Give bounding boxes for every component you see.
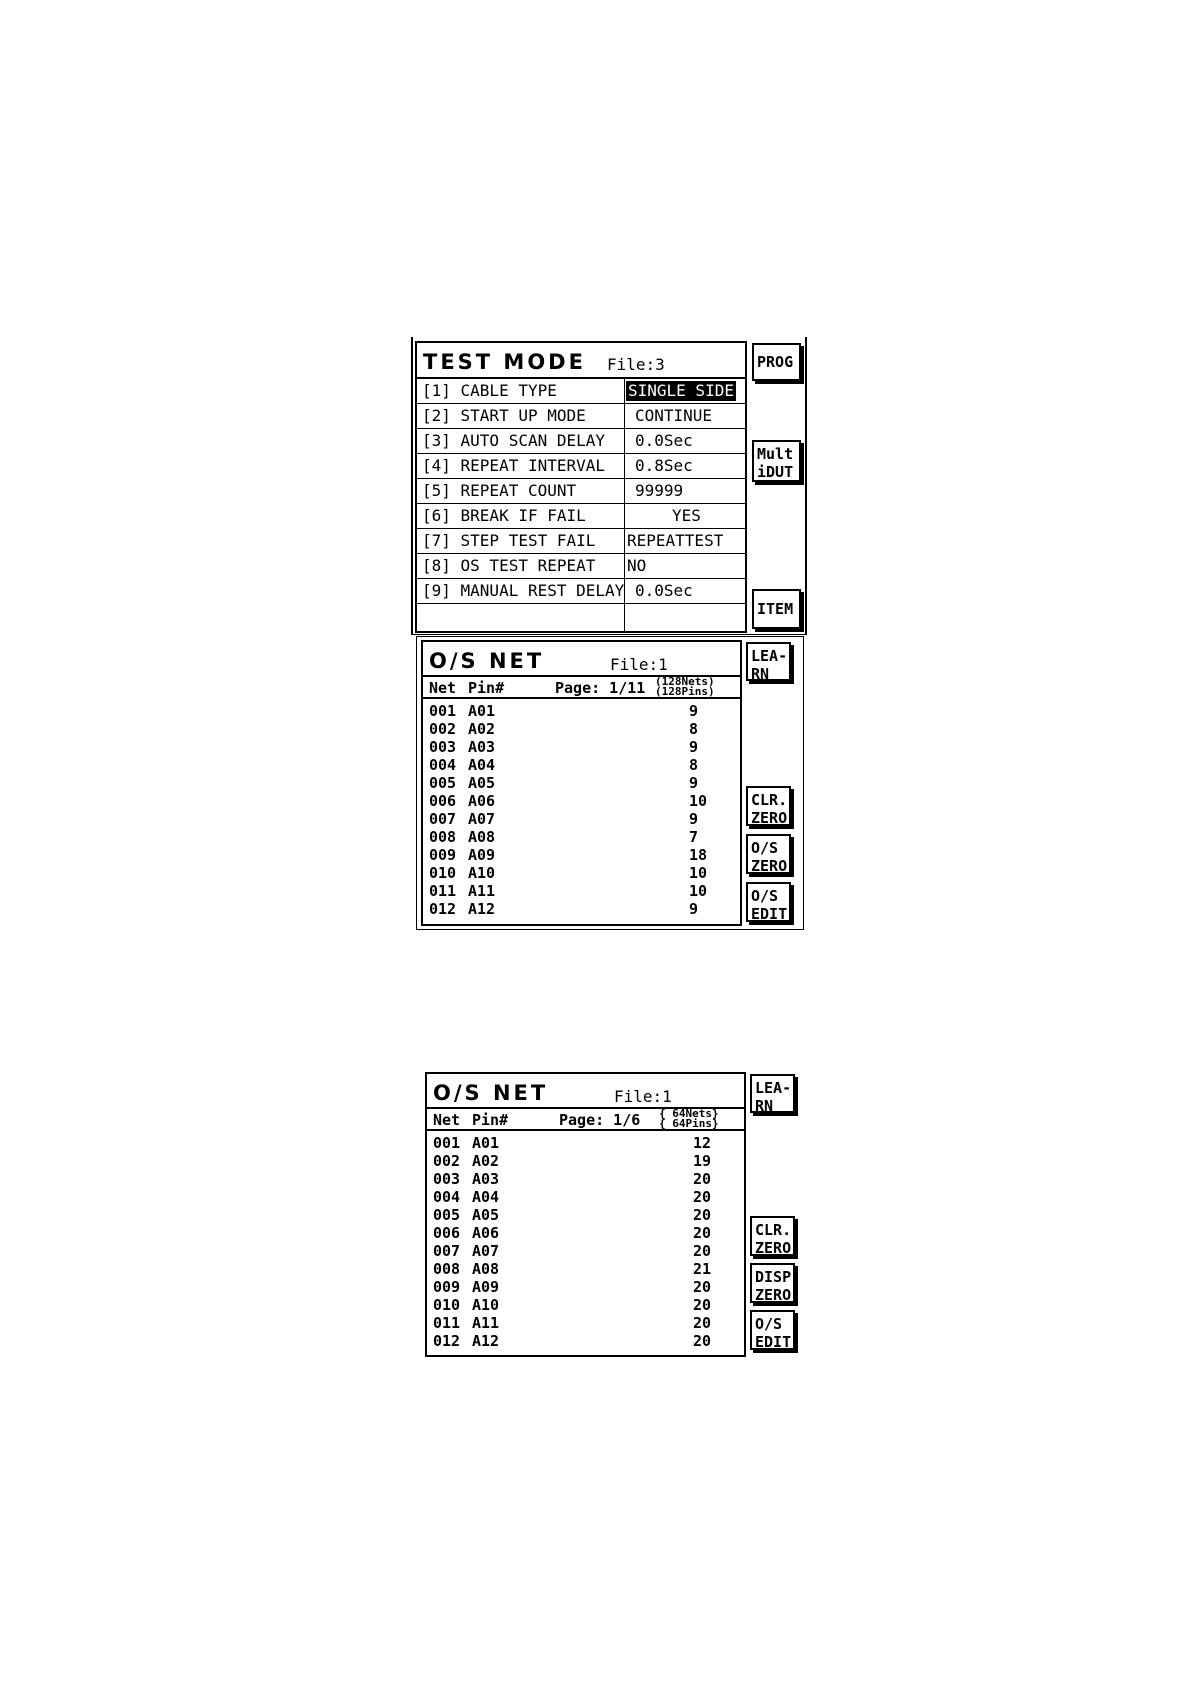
net-number: 008 — [429, 828, 457, 846]
prog-button[interactable]: PROG — [752, 343, 801, 381]
pin-id: A01 — [472, 1134, 500, 1152]
net-number: 009 — [433, 1278, 461, 1296]
table-row[interactable] — [429, 882, 729, 900]
pin-id: A10 — [468, 864, 496, 882]
net-number: 011 — [429, 882, 457, 900]
pin-id: A02 — [468, 720, 496, 738]
pin-id: A11 — [468, 882, 496, 900]
pin-count-value: 20 — [693, 1188, 712, 1206]
pin-id: A03 — [468, 738, 496, 756]
table-row[interactable] — [433, 1152, 733, 1170]
net-number: 003 — [433, 1170, 461, 1188]
table-row[interactable] — [429, 810, 729, 828]
test-mode-panel — [415, 341, 747, 633]
pin-count-value: 10 — [689, 882, 708, 900]
test-mode-title: TEST MODE — [423, 350, 586, 374]
os-edit-button-2[interactable]: O/S EDIT — [750, 1310, 795, 1350]
pin-id: A08 — [472, 1260, 500, 1278]
pin-count-value: 20 — [693, 1296, 712, 1314]
test-mode-header — [417, 343, 745, 379]
pin-col-header: Pin# — [468, 679, 505, 697]
setting-label: [6] BREAK IF FAIL — [422, 506, 586, 525]
pin-id: A06 — [472, 1224, 500, 1242]
pins-count: (128Pins) — [655, 685, 715, 698]
setting-label: [2] START UP MODE — [422, 406, 586, 425]
table-row[interactable] — [433, 1134, 733, 1152]
table-row[interactable] — [433, 1332, 733, 1350]
test-mode-row[interactable] — [417, 429, 745, 454]
net-number: 006 — [429, 792, 457, 810]
table-row[interactable] — [433, 1170, 733, 1188]
pin-count-value: 21 — [693, 1260, 712, 1278]
pin-id: A01 — [468, 702, 496, 720]
table-row[interactable] — [433, 1206, 733, 1224]
table-row[interactable] — [429, 828, 729, 846]
net-number: 001 — [429, 702, 457, 720]
net-number: 012 — [429, 900, 457, 918]
os-net-colhead-1 — [423, 677, 740, 699]
item-button[interactable]: ITEM — [752, 589, 801, 629]
net-number: 010 — [433, 1296, 461, 1314]
os-net-panel-1 — [421, 640, 742, 926]
pin-id: A09 — [472, 1278, 500, 1296]
pin-id: A05 — [468, 774, 496, 792]
net-number: 002 — [429, 720, 457, 738]
os-net-header-2 — [427, 1074, 744, 1109]
pin-count-value: 20 — [693, 1206, 712, 1224]
os-net-file-1: File:1 — [610, 655, 668, 674]
table-row[interactable] — [433, 1296, 733, 1314]
value-column-divider — [624, 379, 625, 631]
pin-id: A06 — [468, 792, 496, 810]
pin-id: A09 — [468, 846, 496, 864]
page-indicator: Page: 1/6 — [559, 1111, 641, 1129]
setting-label: [8] OS TEST REPEAT — [422, 556, 596, 575]
pin-count-value: 8 — [689, 720, 699, 738]
pin-count-value: 19 — [693, 1152, 712, 1170]
setting-label: [9] MANUAL REST DELAY — [422, 581, 625, 600]
setting-value[interactable]: NO — [627, 556, 647, 575]
setting-label: [5] REPEAT COUNT — [422, 481, 577, 500]
pin-id: A02 — [472, 1152, 500, 1170]
test-mode-row[interactable] — [417, 379, 745, 404]
pins-count: { 64Pins} — [659, 1117, 719, 1130]
pin-id: A12 — [472, 1332, 500, 1350]
pin-id: A08 — [468, 828, 496, 846]
disp-zero-button[interactable]: DISP ZERO — [750, 1263, 795, 1303]
learn-button-1[interactable]: LEA- RN — [746, 642, 791, 681]
net-number: 001 — [433, 1134, 461, 1152]
os-zero-button[interactable]: O/S ZERO — [746, 834, 791, 874]
net-number: 004 — [433, 1188, 461, 1206]
net-col-header: Net — [433, 1111, 461, 1129]
net-number: 012 — [433, 1332, 461, 1350]
count-stack — [655, 677, 715, 697]
net-col-header: Net — [429, 679, 457, 697]
setting-value[interactable]: 0.8Sec — [635, 456, 693, 475]
setting-value[interactable]: 0.0Sec — [635, 581, 693, 600]
os-net-title-2: O/S NET — [433, 1081, 549, 1105]
table-row[interactable] — [429, 702, 729, 720]
setting-label: [7] STEP TEST FAIL — [422, 531, 596, 550]
test-mode-row[interactable] — [417, 479, 745, 504]
pin-count-value: 8 — [689, 756, 699, 774]
table-row[interactable] — [429, 792, 729, 810]
net-number: 011 — [433, 1314, 461, 1332]
pin-count-value: 20 — [693, 1224, 712, 1242]
setting-value[interactable]: SINGLE SIDE — [628, 381, 734, 400]
table-row[interactable] — [429, 900, 729, 918]
net-number: 006 — [433, 1224, 461, 1242]
pin-count-value: 9 — [689, 810, 699, 828]
os-net-title-1: O/S NET — [429, 649, 545, 673]
table-row[interactable] — [433, 1224, 733, 1242]
table-row[interactable] — [433, 1314, 733, 1332]
count-stack — [659, 1109, 719, 1129]
pin-count-value: 20 — [693, 1314, 712, 1332]
pin-id: A12 — [468, 900, 496, 918]
test-mode-row[interactable] — [417, 554, 745, 579]
table-row[interactable] — [433, 1278, 733, 1296]
pin-id: A05 — [472, 1206, 500, 1224]
table-row[interactable] — [429, 774, 729, 792]
test-mode-row[interactable] — [417, 404, 745, 429]
test-mode-file: File:3 — [607, 355, 665, 374]
nets-count: { 64Nets} — [659, 1107, 719, 1120]
net-number: 005 — [433, 1206, 461, 1224]
setting-value[interactable]: CONTINUE — [635, 406, 713, 425]
os-edit-button-1[interactable]: O/S EDIT — [746, 882, 791, 922]
test-mode-row[interactable] — [417, 504, 745, 529]
learn-button-2[interactable]: LEA- RN — [750, 1074, 795, 1113]
pin-count-value: 10 — [689, 864, 708, 882]
pin-count-value: 20 — [693, 1242, 712, 1260]
multi-dut-button[interactable]: Mult iDUT — [752, 440, 801, 482]
nets-count: (128Nets) — [655, 675, 715, 688]
pin-count-value: 12 — [693, 1134, 712, 1152]
net-number: 002 — [433, 1152, 461, 1170]
pin-id: A04 — [468, 756, 496, 774]
pin-id: A04 — [472, 1188, 500, 1206]
test-mode-row[interactable] — [417, 579, 745, 604]
pin-id: A03 — [472, 1170, 500, 1188]
table-row[interactable] — [429, 756, 729, 774]
pin-count-value: 9 — [689, 774, 699, 792]
net-number: 007 — [429, 810, 457, 828]
pin-count-value: 10 — [689, 792, 708, 810]
net-number: 010 — [429, 864, 457, 882]
pin-col-header: Pin# — [472, 1111, 509, 1129]
table-row[interactable] — [429, 738, 729, 756]
net-number: 005 — [429, 774, 457, 792]
setting-label: [3] AUTO SCAN DELAY — [422, 431, 606, 450]
table-row[interactable] — [429, 720, 729, 738]
page-indicator: Page: 1/11 — [555, 679, 646, 697]
test-mode-row[interactable] — [417, 529, 745, 554]
pin-id: A07 — [468, 810, 496, 828]
setting-value[interactable]: YES — [672, 506, 701, 525]
net-number: 009 — [429, 846, 457, 864]
os-net-colhead-2 — [427, 1109, 744, 1131]
pin-count-value: 20 — [693, 1332, 712, 1350]
setting-value[interactable]: REPEATTEST — [627, 531, 724, 550]
pin-count-value: 9 — [689, 702, 699, 720]
setting-value[interactable]: 99999 — [635, 481, 684, 500]
clr-zero-button-2[interactable]: CLR. ZERO — [750, 1216, 795, 1256]
table-row[interactable] — [433, 1260, 733, 1278]
test-mode-row[interactable] — [417, 454, 745, 479]
clr-zero-button-1[interactable]: CLR. ZERO — [746, 786, 791, 826]
pin-count-value: 9 — [689, 900, 699, 918]
pin-count-value: 7 — [689, 828, 699, 846]
pin-count-value: 18 — [689, 846, 708, 864]
table-row[interactable] — [433, 1242, 733, 1260]
pin-id: A11 — [472, 1314, 500, 1332]
net-number: 004 — [429, 756, 457, 774]
table-row[interactable] — [429, 864, 729, 882]
setting-label: [4] REPEAT INTERVAL — [422, 456, 606, 475]
os-net-panel-2 — [425, 1072, 746, 1357]
os-net-header-1 — [423, 642, 740, 677]
table-row[interactable] — [433, 1188, 733, 1206]
os-net-file-2: File:1 — [614, 1087, 672, 1106]
pin-count-value: 20 — [693, 1278, 712, 1296]
net-number: 008 — [433, 1260, 461, 1278]
net-number: 003 — [429, 738, 457, 756]
pin-id: A07 — [472, 1242, 500, 1260]
net-number: 007 — [433, 1242, 461, 1260]
pin-count-value: 9 — [689, 738, 699, 756]
pin-count-value: 20 — [693, 1170, 712, 1188]
table-row[interactable] — [429, 846, 729, 864]
pin-id: A10 — [472, 1296, 500, 1314]
setting-label: [1] CABLE TYPE — [422, 381, 557, 400]
setting-value[interactable]: 0.0Sec — [635, 431, 693, 450]
